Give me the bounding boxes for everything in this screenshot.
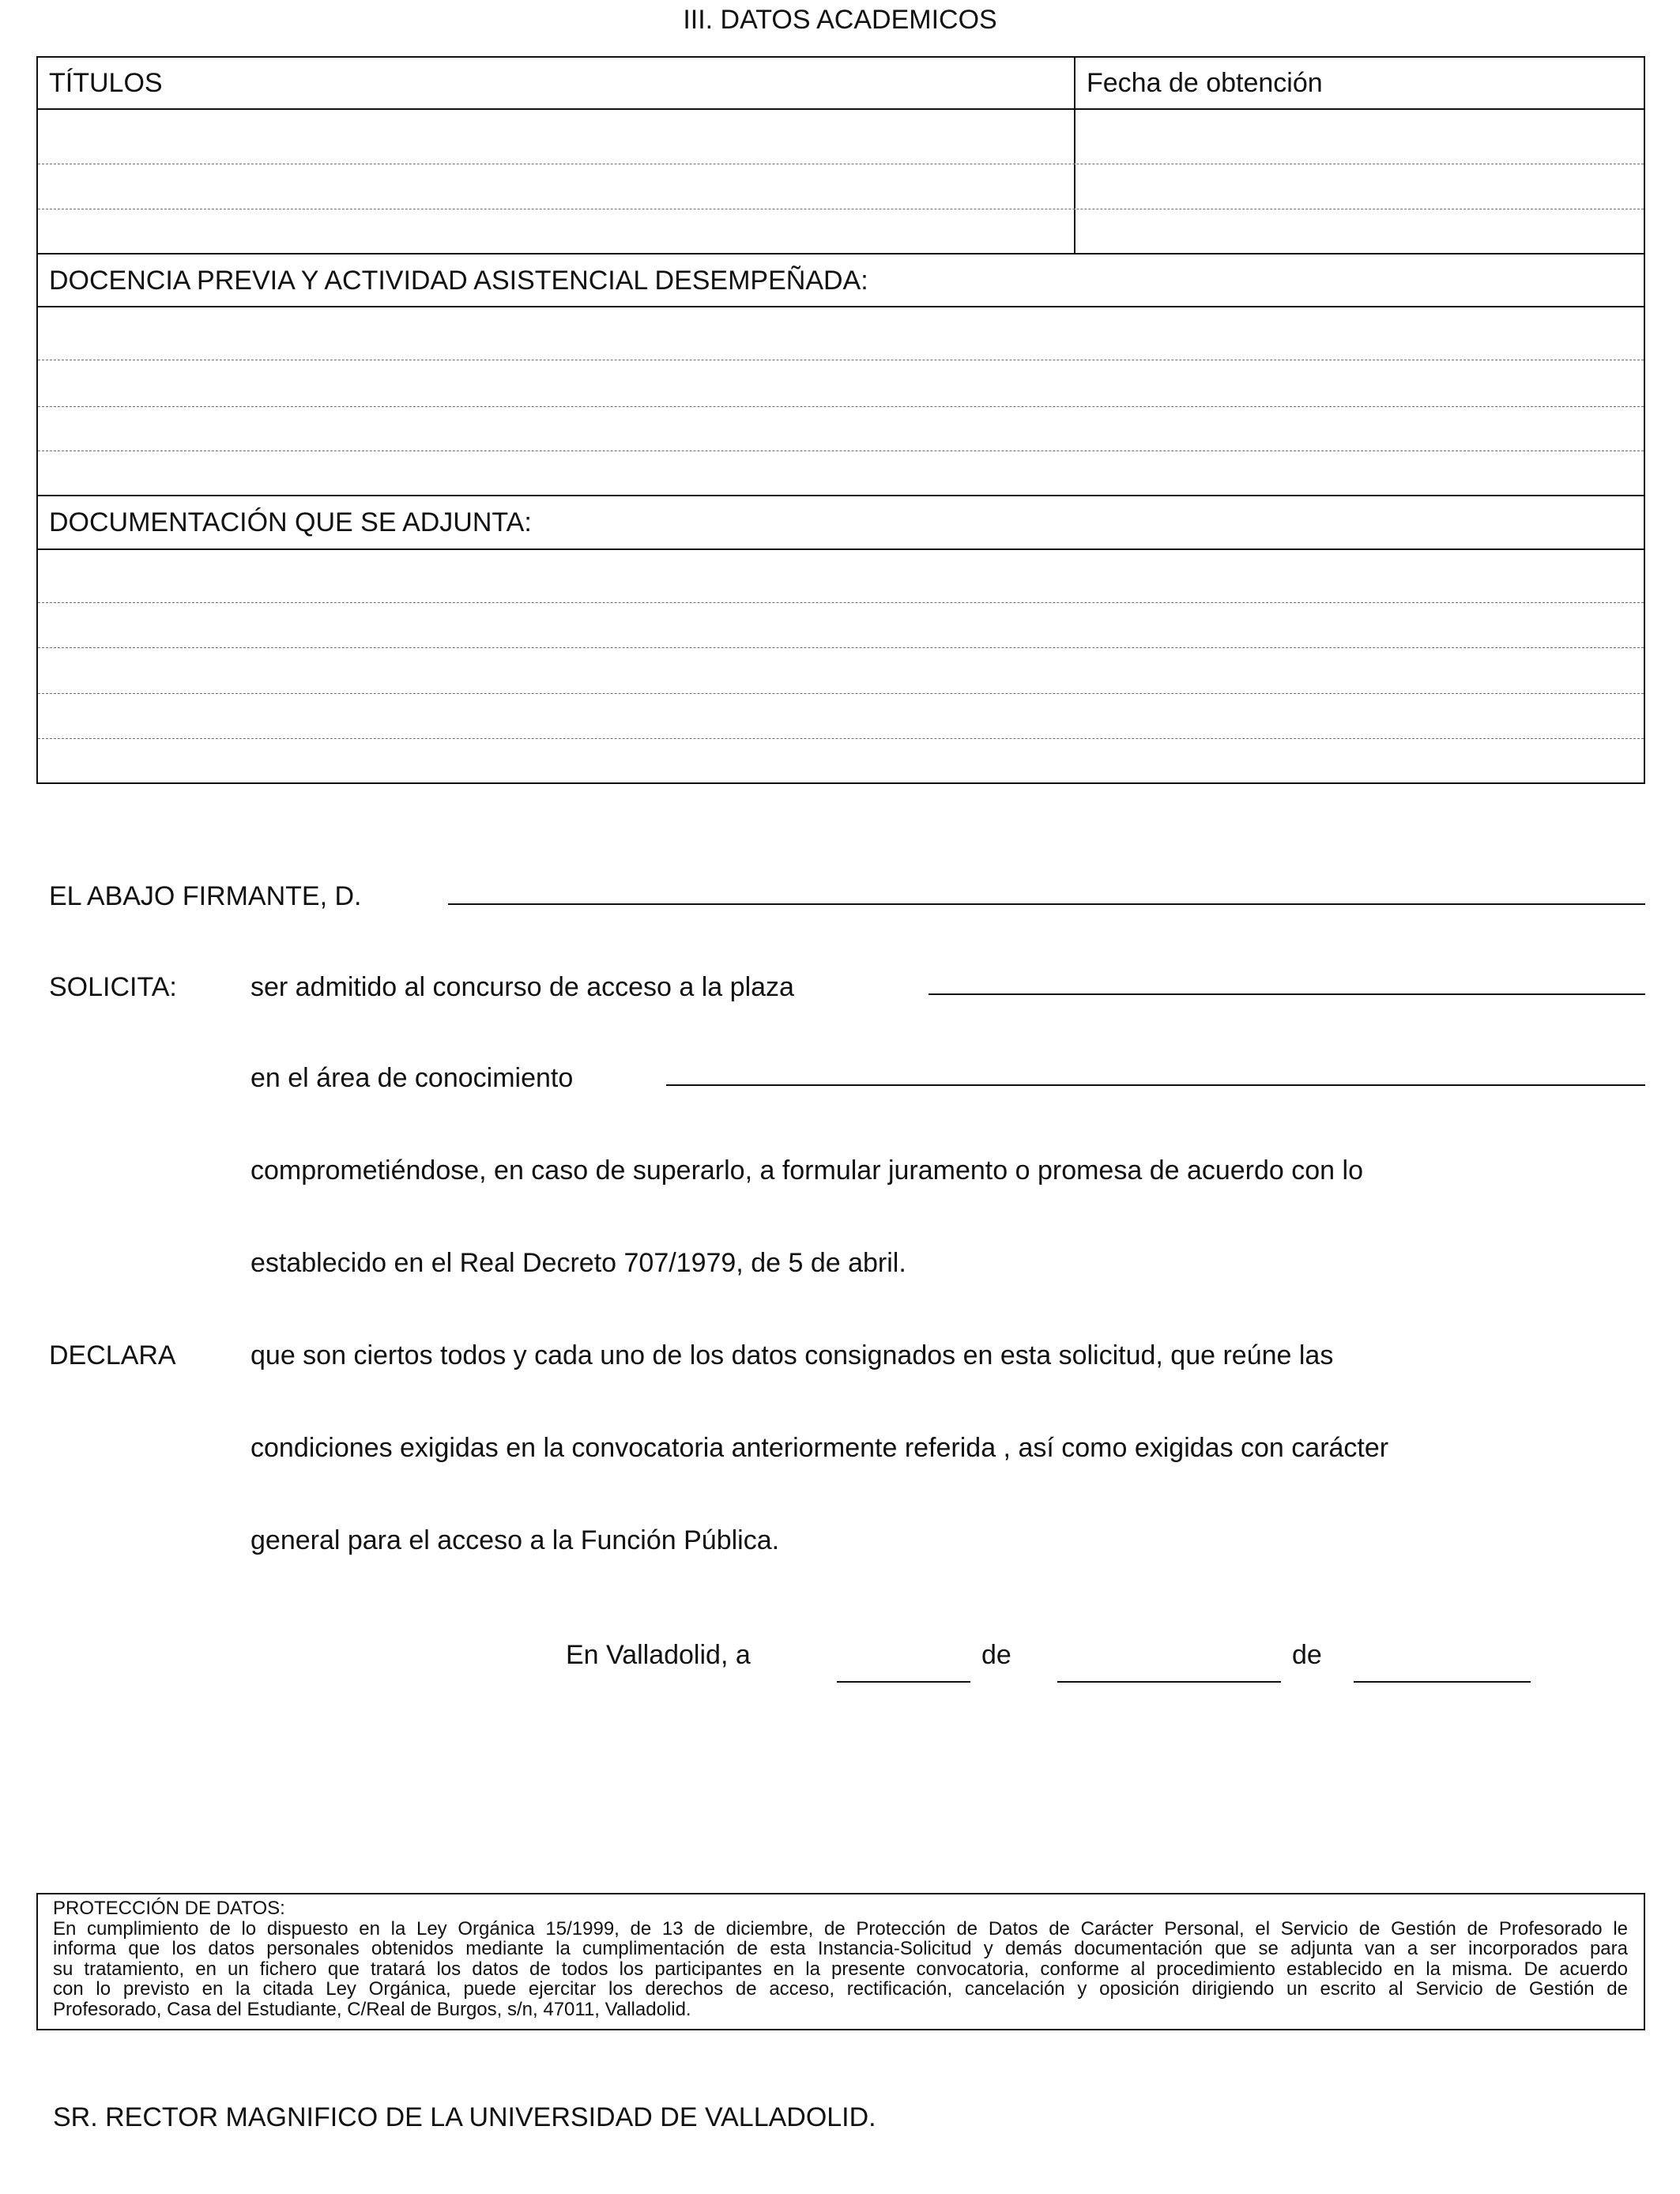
declare-line: general para el acceso a la Función Pública. — [250, 1525, 780, 1555]
academic-data-table — [36, 56, 1645, 784]
signer-name-field[interactable] — [448, 903, 1645, 905]
day-field[interactable] — [837, 1681, 970, 1683]
documentation-entry-field[interactable] — [38, 648, 1644, 694]
request-line-area: en el área de conocimiento — [250, 1063, 574, 1093]
documentation-header-row — [38, 496, 1644, 550]
data-protection-text-line: con lo previsto en la citada Ley Orgánica, puede ejercitar los derechos de acceso, rectificación, cancelación y oposición dirigiendo un escrito al Servicio de Gestión de — [53, 1978, 1628, 2000]
teaching-entry-field[interactable] — [38, 360, 1644, 407]
titles-column-header: TÍTULOS — [38, 58, 1075, 108]
documentation-entry-field[interactable] — [38, 603, 1644, 648]
request-line-position: ser admitido al concurso de acceso a la plaza — [250, 972, 794, 1002]
teaching-header-row — [38, 254, 1644, 307]
place-text: En Valladolid, a — [566, 1640, 751, 1670]
request-line-oath: comprometiéndose, en caso de superarlo, a formular juramento o promesa de acuerdo con lo — [250, 1155, 1363, 1186]
teaching-entry-field[interactable] — [38, 451, 1644, 496]
teaching-activity-header: DOCENCIA PREVIA Y ACTIVIDAD ASISTENCIAL DESEMPEÑADA: — [49, 265, 868, 296]
documentation-entry-field[interactable] — [38, 694, 1644, 739]
documentation-entry-field[interactable] — [38, 550, 1644, 603]
documentation-entry-field[interactable] — [38, 739, 1644, 782]
signer-label: EL ABAJO FIRMANTE, D. — [49, 881, 362, 911]
year-field[interactable] — [1354, 1681, 1531, 1683]
data-protection-notice — [36, 1893, 1645, 2030]
date-obtained-column-header: Fecha de obtención — [1087, 68, 1323, 98]
date-entry-field[interactable] — [1075, 209, 1644, 253]
data-protection-text-line: su tratamiento, en un fichero que tratará los datos de todos los participantes en la presente convocatoria, conforme al procedimiento establecido en la misma. De acuerdo — [53, 1958, 1628, 1980]
title-entry-row — [38, 209, 1644, 254]
request-label: SOLICITA: — [49, 972, 177, 1002]
title-entry-field[interactable] — [38, 164, 1075, 209]
date-entry-field[interactable] — [1075, 164, 1644, 209]
declare-line: condiciones exigidas en la convocatoria anteriormente referida , así como exigidas con carácter — [250, 1433, 1389, 1463]
teaching-entry-field[interactable] — [38, 407, 1644, 451]
request-line-decree: establecido en el Real Decreto 707/1979, de 5 de abril. — [250, 1248, 906, 1278]
date-connector: de — [981, 1640, 1011, 1670]
section-title: III. DATOS ACADEMICOS — [683, 5, 997, 35]
addressee: SR. RECTOR MAGNIFICO DE LA UNIVERSIDAD DE VALLADOLID. — [53, 2102, 876, 2132]
declare-label: DECLARA — [49, 1340, 176, 1370]
documentation-header: DOCUMENTACIÓN QUE SE ADJUNTA: — [49, 507, 532, 537]
title-entry-field[interactable] — [38, 209, 1075, 253]
position-field[interactable] — [929, 993, 1645, 995]
data-protection-text-line: Profesorado, Casa del Estudiante, C/Real de Burgos, s/n, 47011, Valladolid. — [53, 1998, 691, 2020]
date-connector: de — [1292, 1640, 1322, 1670]
teaching-entry-field[interactable] — [38, 307, 1644, 360]
title-entry-row — [38, 110, 1644, 164]
knowledge-area-field[interactable] — [666, 1084, 1645, 1086]
declare-line: que son ciertos todos y cada uno de los datos consignados en esta solicitud, que reúne las — [250, 1340, 1334, 1370]
data-protection-text-line: En cumplimiento de lo dispuesto en la Ley Orgánica 15/1999, de 13 de diciembre, de Protección de Datos de Carácter Personal, el Servicio de Gestión de Profesorado le — [53, 1917, 1628, 1940]
title-entry-row — [38, 164, 1644, 209]
title-entry-field[interactable] — [38, 110, 1075, 164]
titles-header-row — [38, 58, 1644, 110]
data-protection-text-line: informa que los datos personales obtenidos mediante la cumplimentación de esta Instancia-Solicitud y demás documentación que se adjunta van a ser incorporados para — [53, 1938, 1628, 1959]
date-entry-field[interactable] — [1075, 110, 1644, 164]
data-protection-heading: PROTECCIÓN DE DATOS: — [53, 1898, 285, 1919]
month-field[interactable] — [1057, 1681, 1281, 1683]
